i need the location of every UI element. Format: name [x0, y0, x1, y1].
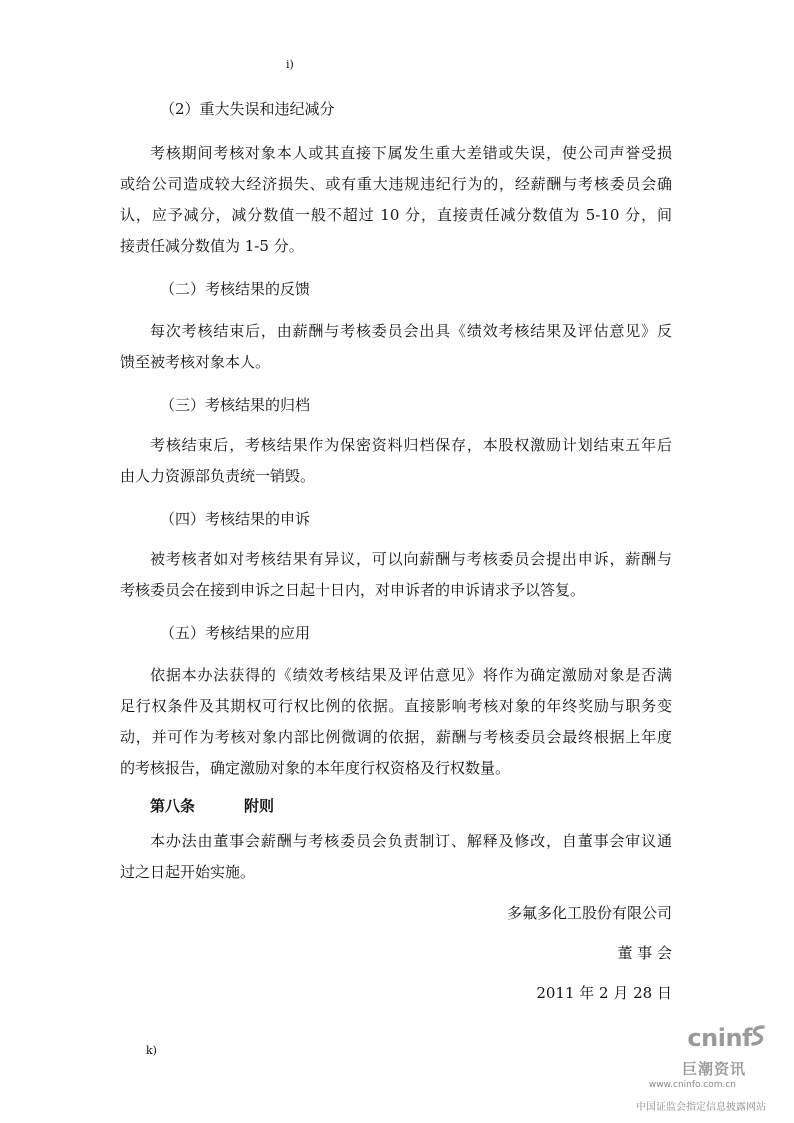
signature-board: 董 事 会 [617, 944, 672, 962]
paragraph-article8 [120, 826, 672, 888]
paragraph-appeal [120, 544, 672, 606]
cninfo-url: www.cninfo.com.cn [648, 1080, 736, 1090]
paragraph-line: 考核委员会在接到申诉之日起十日内，对申诉者的申诉请求予以答复。 [120, 581, 586, 599]
section-heading-archive: （三）考核结果的归档 [160, 396, 311, 414]
paragraph-line: 认，应予减分，减分数值一般不超过 10 分，直接责任减分数值为 5-10 分，间 [120, 206, 672, 224]
section-heading-major-error: （2）重大失误和违纪减分 [160, 100, 335, 118]
paragraph-line: 动，并可作为考核对象内部比例微调的依据，薪酬与考核委员会最终根据上年度 [120, 728, 672, 746]
paragraph-line: 考核结束后，考核结果作为保密资料归档保存，本股权激励计划结束五年后 [150, 436, 672, 454]
paragraph-line: 馈至被考核对象本人。 [120, 353, 271, 371]
paragraph-major-error [120, 138, 672, 262]
paragraph-line: 足行权条件及其期权可行权比例的依据。直接影响考核对象的年终奖励与职务变 [120, 697, 672, 715]
article-title: 附则 [244, 797, 275, 815]
paragraph-application [120, 660, 672, 784]
paragraph-line: 过之日起开始实施。 [120, 863, 256, 881]
cninfo-chinese-name: 巨潮资讯 [681, 1060, 746, 1078]
paragraph-line: 每次考核结束后，由薪酬与考核委员会出具《绩效考核结果及评估意见》反 [150, 322, 672, 340]
section-heading-application: （五）考核结果的应用 [160, 624, 311, 642]
paragraph-line: 的考核报告，确定激励对象的本年度行权资格及行权数量。 [120, 759, 511, 777]
paragraph-feedback [120, 316, 672, 378]
paragraph-line: 考核期间考核对象本人或其直接下属发生重大差错或失误，使公司声誉受损 [150, 144, 672, 162]
paragraph-line: 被考核者如对考核结果有异议，可以向薪酬与考核委员会提出申诉，薪酬与 [150, 550, 672, 568]
cninfo-swirl-icon [750, 1024, 766, 1050]
page-marker-top: i) [286, 58, 294, 71]
paragraph-line: 由人力资源部负责统一销毁。 [120, 467, 316, 485]
paragraph-line: 依据本办法获得的《绩效考核结果及评估意见》将作为确定激励对象是否满 [150, 666, 672, 684]
signature-date: 2011 年 2 月 28 日 [536, 984, 672, 1002]
article-heading [150, 795, 274, 816]
paragraph-line: 或给公司造成较大经济损失、或有重大违规违纪行为的，经薪酬与考核委员会确 [120, 175, 672, 193]
cninfo-logo-text: cninf [687, 1024, 752, 1052]
cninfo-watermark [616, 1018, 766, 1118]
section-heading-feedback: （二）考核结果的反馈 [160, 280, 311, 298]
paragraph-line: 本办法由董事会薪酬与考核委员会负责制订、解释及修改，自董事会审议通 [150, 832, 672, 850]
article-number: 第八条 [150, 797, 196, 815]
paragraph-archive [120, 430, 672, 492]
cninfo-description: 中国证监会指定信息披露网站 [636, 1102, 766, 1113]
page-marker-bottom: k) [146, 1044, 157, 1057]
signature-company: 多氟多化工股份有限公司 [506, 904, 672, 922]
paragraph-line: 接责任减分数值为 1-5 分。 [120, 237, 304, 255]
section-heading-appeal: （四）考核结果的申诉 [160, 510, 311, 528]
